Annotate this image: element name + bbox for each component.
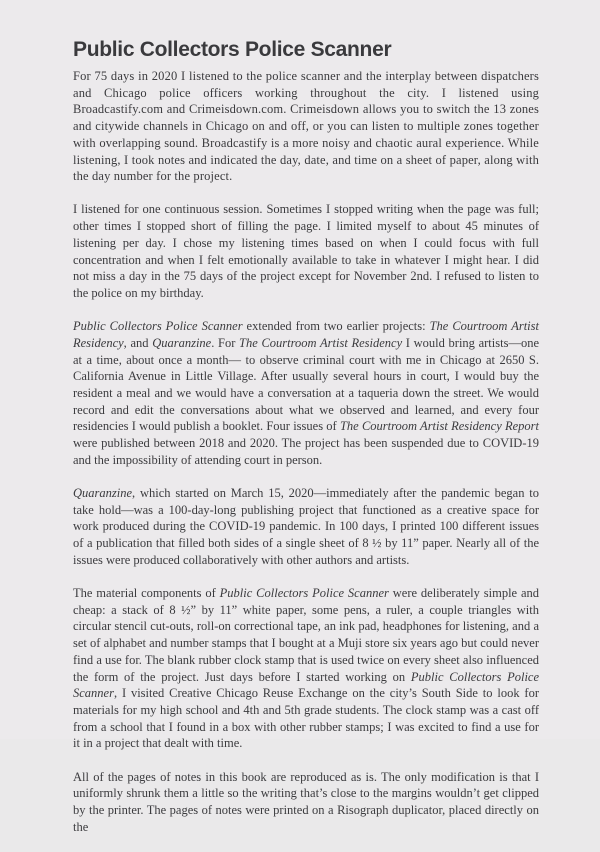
text-segment: , which started on March 15, 2020—immediately after the pandemic began to take hold—was a 100-day-long publishing project that functioned as a creative space for work produced during the COVID-19 pandemic. In 100 days, I printed 100 different issues of a publication that filled both sides of a single sheet of 8 ½ by 11” paper. Nearly all of the issues were produced collaboratively with other authors and artists.	[73, 485, 539, 567]
text-segment-italic: The Courtroom Artist Residency	[239, 335, 403, 350]
text-segment: , and	[123, 335, 153, 350]
text-segment: For 75 days in 2020 I listened to the police scanner and the interplay between dispatchers and Chicago police officers working throughout the city. I listened using Broadcastify.com and Crimeisdown.com. Crimeisdown allows you to switch the 13 zones and citywide channels in Chicago on and off, or you can listen to multiple zones together with overlapping sound. Broadcastify is a more noisy and chaotic aural experience. While listening, I took notes and indicated the day, date, and time on a sheet of paper, along with the day number for the project.	[73, 69, 539, 184]
text-segment-italic: Public Collectors Police Scanner	[219, 585, 389, 600]
text-segment: . For	[211, 335, 240, 350]
text-segment: were published between 2018 and 2020. The project has been suspended due to COVID-19 and the impossibility of attending court in person.	[73, 436, 539, 467]
page-title: Public Collectors Police Scanner	[73, 38, 392, 61]
paragraph-3	[73, 318, 539, 468]
text-segment: All of the pages of notes in this book are reproduced as is. The only modification is that I uniformly shrunk them a little so the writing that’s close to the margins wouldn’t get clipped by the printer. The pages of notes were printed on a Risograph duplicator, placed directly on the	[73, 769, 539, 834]
text-segment-italic: Public Collectors Police Scanner	[73, 319, 243, 334]
text-segment-italic: The Courtroom Artist Residency	[73, 319, 539, 350]
text-segment-italic: Quaranzine	[152, 335, 212, 350]
text-segment: I listened for one continuous session. Sometimes I stopped writing when the page was full; other times I stopped short of filling the page. I limited myself to about 45 minutes of listening per day. I chose my listening times based on when I could focus with full concentration and when I felt emotionally available to take in whatever I might hear. I did not miss a day in the 75 days of the project except for November 2nd. I refused to listen to the police on my birthday.	[73, 202, 539, 300]
text-segment: extended from two earlier projects:	[242, 319, 430, 334]
text-segment: , I visited Creative Chicago Reuse Exchange on the city’s South Side to look for materials for my high school and 4th and 5th grade students. The clock stamp was a cast off from a school that I found in a box with other rubber stamps; I was excited to find a use for it in a project that dealt with time.	[73, 686, 539, 751]
text-segment-italic: Public Collectors Police Scanner	[73, 669, 540, 701]
text-segment-italic: Quaranzine	[73, 485, 133, 500]
paragraph-2	[73, 201, 539, 301]
text-segment: were deliberately simple and cheap: a stack of 8 ½” by 11” white paper, some pens, a ruler, a couple triangles with circular stencil cut-outs, roll-on correctional tape, an ink pad, headphones for listening, and a set of alphabet and number stamps that I bought at a Muji store six years ago but could never find a use for. The blank rubber clock stamp that is used twice on every sheet also influenced the form of the project. Just days before I started working on	[73, 585, 539, 684]
paragraph-1	[73, 68, 539, 185]
text-segment: The material components of	[73, 585, 220, 600]
body-text	[73, 68, 539, 852]
paragraph-6	[73, 769, 539, 836]
paragraph-5	[73, 585, 539, 752]
text-segment-italic: The Courtroom Artist Residency Report	[339, 419, 539, 434]
paragraph-4	[73, 485, 539, 569]
text-segment: I would bring artists—one at a time, about once a month— to observe criminal court with me in Chicago at 2650 S. California Avenue in Little Village. After usually several hours in court, I would buy the resident a meal and we would have a conversation at a taqueria down the street. We would record and edit the conversations about what we observed and learned, and every four residencies I would publish a booklet. Four issues of	[73, 335, 539, 434]
